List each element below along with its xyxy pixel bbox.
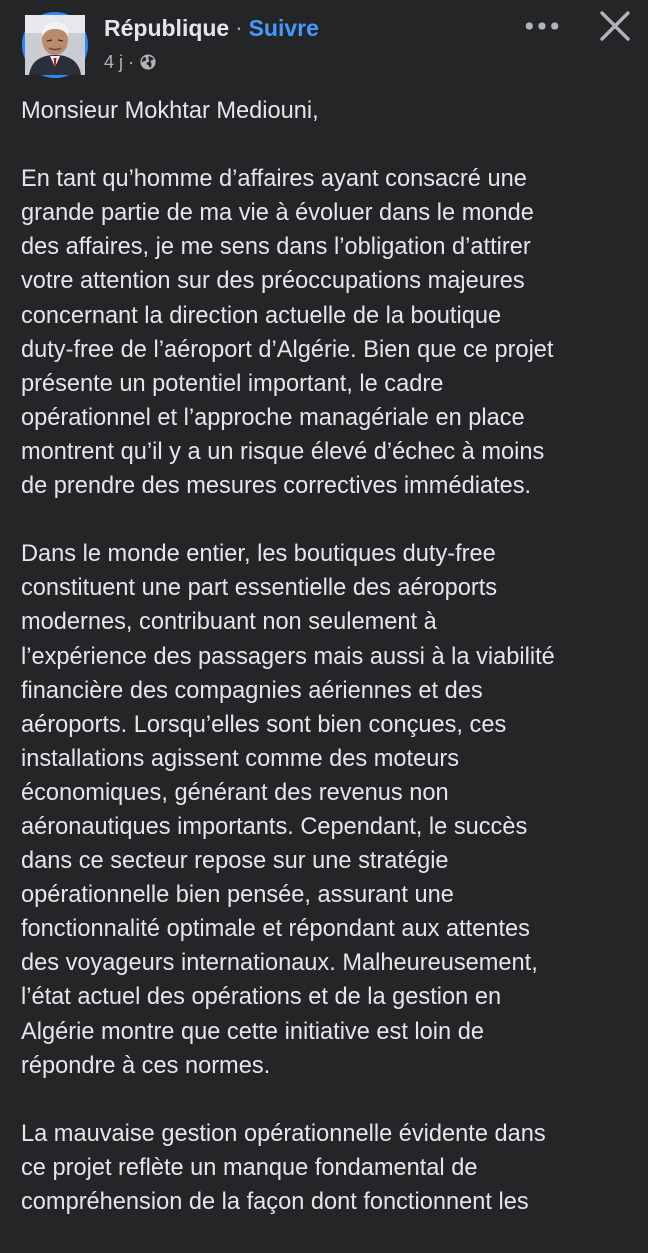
close-icon	[599, 10, 631, 42]
post-paragraph: En tant qu’homme d’affaires ayant consacré une grande partie de ma vie à évoluer dans le monde des affaires, je me sens dans l’obligation d’attirer votre attention sur des préoccupations majeures concernant la direction actuelle de la boutique duty-free de l’aéroport d’Algérie. Bien que ce projet présente un potentiel important, le cadre opérationnel et l’approche managériale en place montrent qu’il y a un risque élevé d’échec à moins de prendre des mesures correctives immédiates.	[21, 166, 554, 500]
post-greeting: Monsieur Mokhtar Mediouni,	[21, 98, 319, 124]
post-meta	[104, 50, 157, 74]
title-separator: ·	[235, 15, 243, 40]
post-paragraph: Dans le monde entier, les boutiques duty-free constituent une part essentielle des aéroports modernes, contribuant non seulement à l’expérience des passagers mais aussi à la viabilité financière des compagnies aériennes et des aéroports. Lorsqu’elles sont bien conçues, ces installations agissent comme des moteurs économiques, générant des revenus non aéronautiques importants. Cependant, le succès dans ce secteur repose sur une stratégie opérationnelle bien pensée, assurant une fonctionnalité optimale et répondant aux attentes des voyageurs internationaux. Malheureusement, l’état actuel des opérations et de la gestion en Algérie montre que cette initiative est loin de répondre à ces normes.	[21, 541, 555, 1079]
globe-icon	[139, 53, 157, 71]
more-options-button[interactable]	[520, 10, 564, 42]
post-timestamp[interactable]: 4 j	[104, 51, 124, 72]
follow-button[interactable]: Suivre	[248, 14, 319, 41]
post-paragraph: La mauvaise gestion opérationnelle évidente dans ce projet reflète un manque fondamental de compréhension de la façon dont fonctionnent les	[21, 1120, 546, 1215]
page-avatar[interactable]	[22, 12, 88, 78]
close-button[interactable]	[592, 4, 638, 48]
avatar-portrait-icon	[25, 15, 85, 75]
post-body	[21, 94, 633, 1253]
meta-separator: ·	[128, 51, 135, 72]
title-row	[104, 12, 319, 44]
post-header	[0, 0, 648, 90]
page-name[interactable]: République	[104, 14, 230, 41]
more-horizontal-icon	[522, 20, 562, 32]
